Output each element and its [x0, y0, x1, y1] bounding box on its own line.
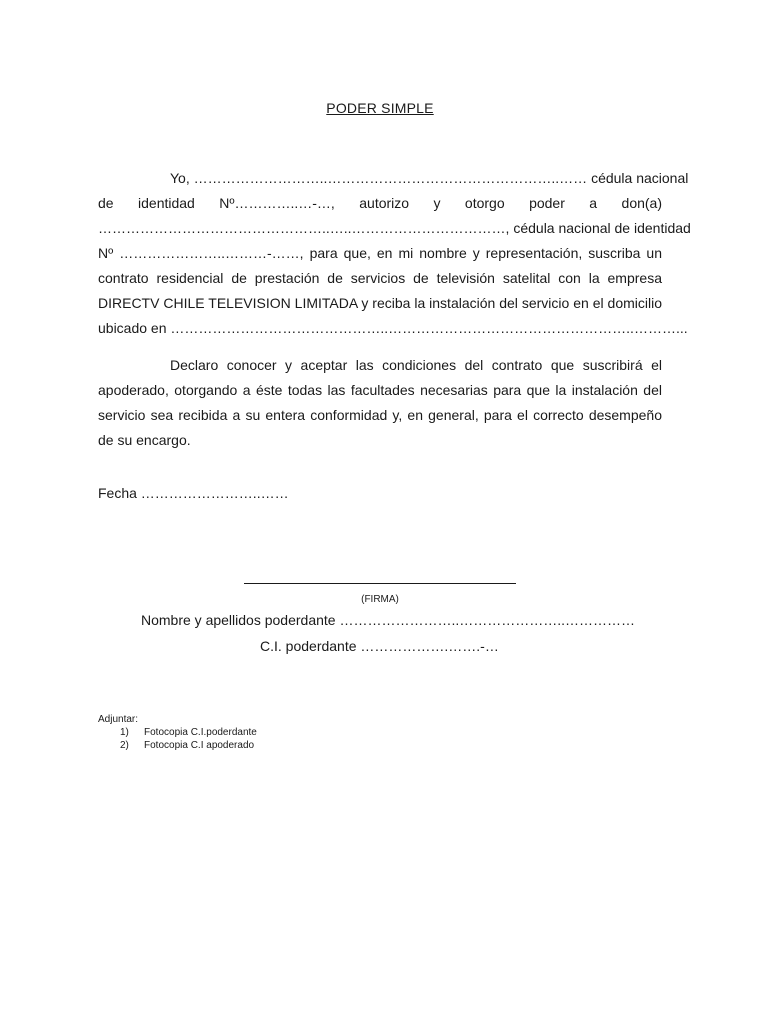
- paragraph-grant-of-power: [98, 166, 691, 341]
- paragraph-line: Nº …………………..………-……, para que, en mi nombre y representación, suscriba un: [98, 245, 662, 261]
- paragraph-line: Declaro conocer y aceptar las condiciones del contrato que suscribirá el: [170, 357, 662, 373]
- paragraph-line: ubicado en ………………………………………..……………………………………………..………...: [98, 320, 688, 336]
- attachment-text: Fotocopia C.I apoderado: [144, 740, 255, 751]
- paragraph-text: apoderado, otorgando a éste todas las facultades necesarias para que la instalación del servicio sea recibida a su entera conformidad y, en general, para el correcto desempeño de su encargo.: [98, 382, 662, 448]
- paragraph-line: …………………………………………..…..……………………………, cédula nacional de identidad: [98, 220, 691, 236]
- signature-label: (FIRMA): [361, 594, 399, 605]
- paragraph-line: contrato residencial de prestación de servicios de televisión satelital con la empresa: [98, 270, 662, 286]
- document-title: PODER SIMPLE: [326, 100, 434, 116]
- attachment-number: 1): [120, 727, 129, 738]
- grantor-name-field: Nombre y apellidos poderdante ……………………..…………………..……………: [141, 612, 636, 628]
- paragraph-line: de identidad Nº…………..…-…, autorizo y otorgo poder a don(a): [98, 195, 662, 211]
- paragraph-line: Yo, ………………………..…………………………………………..…… cédula nacional: [170, 170, 689, 186]
- paragraph-declaration: [98, 353, 662, 453]
- attachment-item: [98, 726, 257, 739]
- attachment-item: [98, 739, 257, 752]
- attachment-number: 2): [120, 740, 129, 751]
- date-field: Fecha ……………………..……: [98, 485, 289, 501]
- attachment-text: Fotocopia C.I.poderdante: [144, 727, 257, 738]
- attachments-section: [98, 713, 257, 752]
- signature-line: [244, 583, 516, 584]
- paragraph-line: DIRECTV CHILE TELEVISION LIMITADA y reciba la instalación del servicio en el domicilio: [98, 295, 662, 311]
- grantor-id-field: C.I. poderdante ……………….…….-…: [260, 638, 499, 654]
- attachments-label: Adjuntar:: [98, 714, 139, 725]
